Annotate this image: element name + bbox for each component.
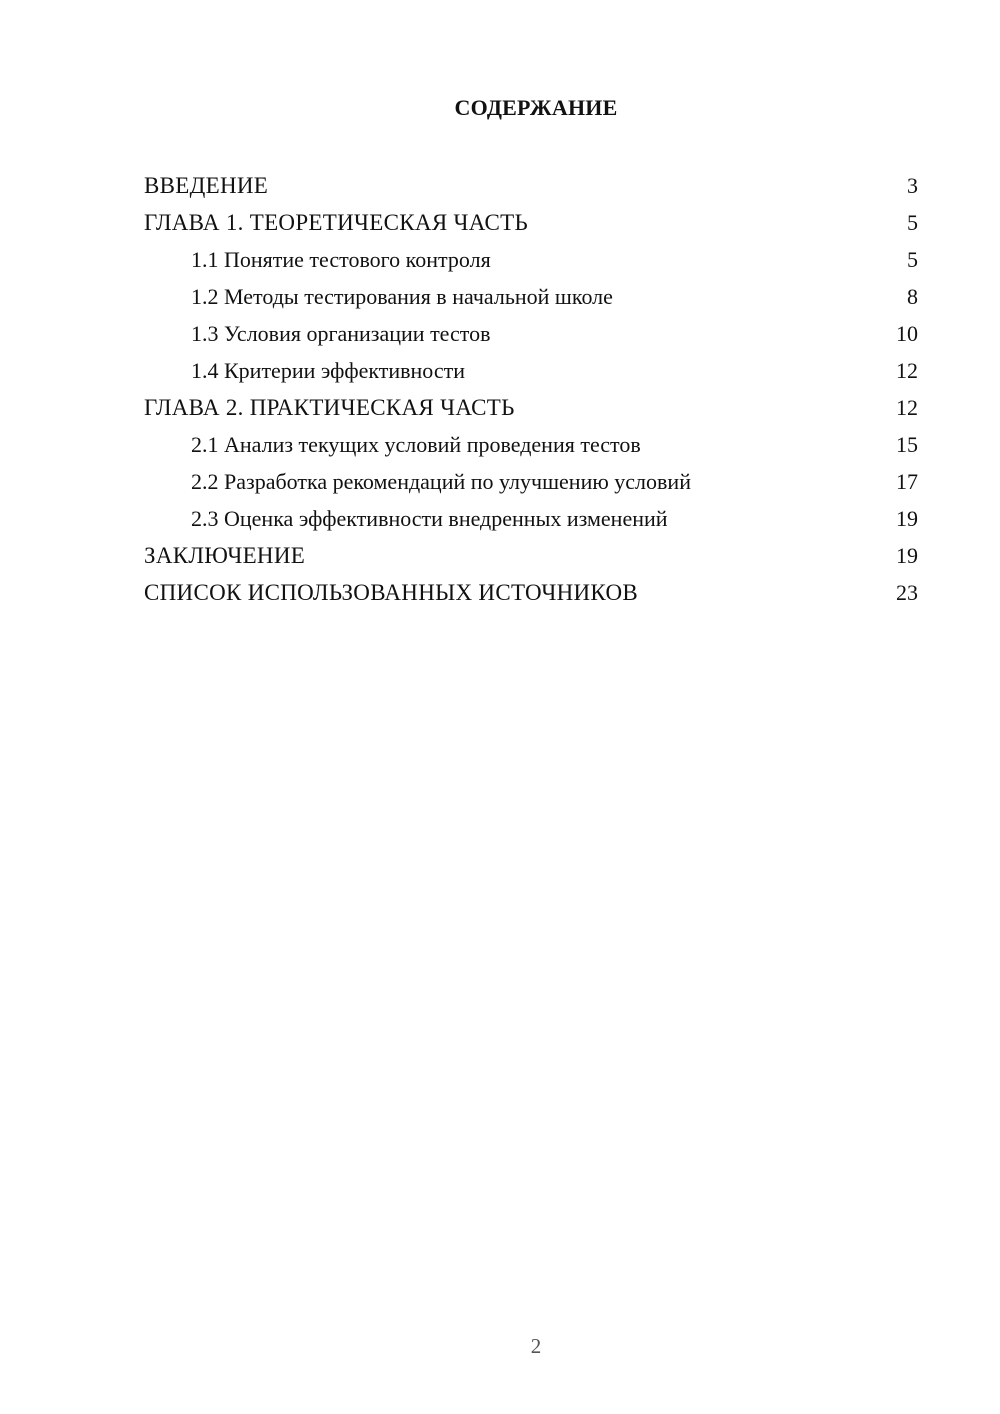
toc-entry-page: 5 [907, 247, 918, 272]
toc-entry[interactable] [144, 574, 918, 611]
toc-entry-page: 23 [896, 580, 918, 605]
toc-subentry[interactable] [144, 426, 918, 463]
page-title: СОДЕРЖАНИЕ [454, 95, 618, 120]
toc-entry-title: ГЛАВА 2. ПРАКТИЧЕСКАЯ ЧАСТЬ [144, 395, 515, 420]
toc-subentry[interactable] [144, 315, 918, 352]
toc-entry-title: ВВЕДЕНИЕ [144, 173, 269, 198]
toc-entry-page: 19 [896, 543, 918, 568]
toc-entry[interactable] [144, 537, 918, 574]
toc-entry[interactable] [144, 389, 918, 426]
toc-subentry[interactable] [144, 241, 918, 278]
toc-subentry[interactable] [144, 500, 918, 537]
toc-entry-title: 1.1 Понятие тестового контроля [191, 247, 491, 272]
toc-entry-title: 2.2 Разработка рекомендаций по улучшению условий [191, 469, 691, 494]
toc-entry-page: 10 [896, 321, 918, 346]
toc-entry-title: 1.2 Методы тестирования в начальной школе [191, 284, 613, 309]
table-of-contents [144, 167, 918, 611]
toc-entry[interactable] [144, 204, 918, 241]
toc-subentry[interactable] [144, 352, 918, 389]
toc-entry-title: 2.1 Анализ текущих условий проведения тестов [191, 432, 641, 457]
toc-entry-title: 1.3 Условия организации тестов [191, 321, 491, 346]
toc-entry-page: 17 [896, 469, 918, 494]
toc-subentry[interactable] [144, 278, 918, 315]
toc-entry-page: 12 [896, 395, 918, 420]
toc-entry-title: 1.4 Критерии эффективности [191, 358, 465, 383]
toc-entry-title: ГЛАВА 1. ТЕОРЕТИЧЕСКАЯ ЧАСТЬ [144, 210, 529, 235]
toc-entry-page: 19 [896, 506, 918, 531]
toc-entry-page: 3 [907, 173, 918, 198]
toc-entry-page: 5 [907, 210, 918, 235]
toc-entry-title: ЗАКЛЮЧЕНИЕ [144, 543, 306, 568]
toc-entry-page: 15 [896, 432, 918, 457]
toc-entry-title: СПИСОК ИСПОЛЬЗОВАННЫХ ИСТОЧНИКОВ [144, 580, 639, 605]
toc-entry-title: 2.3 Оценка эффективности внедренных изменений [191, 506, 668, 531]
page-number: 2 [530, 1334, 542, 1358]
toc-entry[interactable] [144, 167, 918, 204]
toc-entry-page: 8 [907, 284, 918, 309]
toc-entry-page: 12 [896, 358, 918, 383]
toc-subentry[interactable] [144, 463, 918, 500]
